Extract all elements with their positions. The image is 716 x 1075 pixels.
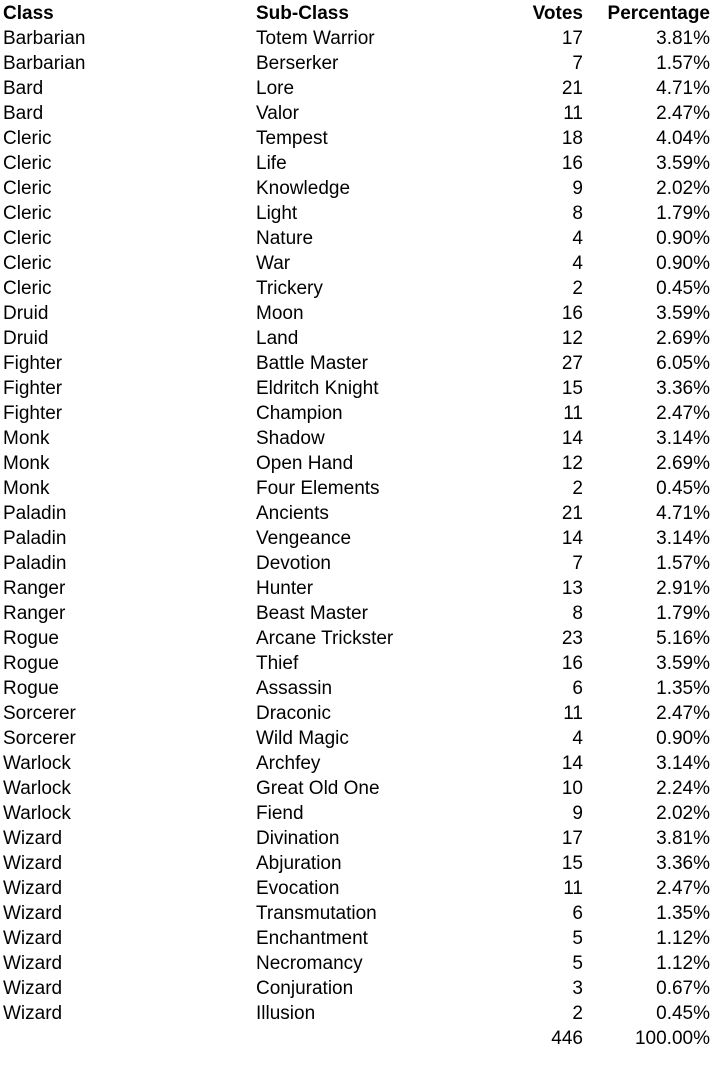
cell-class: Wizard <box>3 903 63 924</box>
cell-votes: 12 <box>561 328 583 349</box>
cell-class: Cleric <box>3 178 52 199</box>
cell-subclass: Open Hand <box>256 453 354 474</box>
table-header-row <box>0 1 716 26</box>
cell-percentage: 1.79% <box>656 603 710 624</box>
cell-subclass: Divination <box>256 828 340 849</box>
cell-votes: 14 <box>561 428 583 449</box>
cell-subclass: Tempest <box>256 128 328 149</box>
cell-subclass: Abjuration <box>256 853 342 874</box>
cell-votes: 13 <box>561 578 583 599</box>
cell-votes: 27 <box>561 353 583 374</box>
cell-percentage: 4.04% <box>656 128 710 149</box>
table-row <box>0 301 716 326</box>
cell-percentage: 3.14% <box>656 528 710 549</box>
cell-subclass: Great Old One <box>256 778 380 799</box>
cell-subclass: War <box>256 253 291 274</box>
cell-percentage: 4.71% <box>656 503 710 524</box>
cell-percentage: 2.47% <box>656 103 710 124</box>
table-row <box>0 876 716 901</box>
cell-class: Monk <box>3 453 50 474</box>
table-row <box>0 651 716 676</box>
cell-votes: 15 <box>561 853 583 874</box>
cell-subclass: Conjuration <box>256 978 354 999</box>
cell-class: Barbarian <box>3 28 86 49</box>
header-subclass: Sub-Class <box>256 3 349 24</box>
cell-class: Cleric <box>3 153 52 174</box>
table-row <box>0 726 716 751</box>
cell-class: Warlock <box>3 753 71 774</box>
cell-class: Wizard <box>3 1003 63 1024</box>
table-row <box>0 251 716 276</box>
cell-subclass: Totem Warrior <box>256 28 375 49</box>
cell-subclass: Light <box>256 203 298 224</box>
cell-class: Rogue <box>3 653 59 674</box>
cell-votes: 16 <box>561 153 583 174</box>
cell-percentage: 3.14% <box>656 753 710 774</box>
cell-percentage: 2.02% <box>656 803 710 824</box>
cell-percentage: 2.02% <box>656 178 710 199</box>
cell-votes: 11 <box>563 103 583 124</box>
cell-class: Warlock <box>3 803 71 824</box>
cell-votes: 14 <box>561 753 583 774</box>
cell-votes: 6 <box>572 903 583 924</box>
table-row <box>0 576 716 601</box>
cell-class: Druid <box>3 328 49 349</box>
table-row <box>0 501 716 526</box>
cell-class: Wizard <box>3 928 63 949</box>
table-row <box>0 926 716 951</box>
cell-percentage: 0.90% <box>656 228 710 249</box>
cell-class: Monk <box>3 428 50 449</box>
cell-subclass: Berserker <box>256 53 339 74</box>
cell-votes: 17 <box>561 828 583 849</box>
cell-class: Rogue <box>3 628 59 649</box>
cell-percentage: 1.35% <box>656 678 710 699</box>
cell-subclass: Knowledge <box>256 178 351 199</box>
table-row <box>0 551 716 576</box>
cell-votes: 16 <box>561 303 583 324</box>
cell-subclass: Assassin <box>256 678 333 699</box>
table-row <box>0 801 716 826</box>
cell-percentage: 4.71% <box>656 78 710 99</box>
cell-subclass: Fiend <box>256 803 304 824</box>
cell-votes: 21 <box>561 78 583 99</box>
cell-votes: 7 <box>572 53 583 74</box>
table-row <box>0 901 716 926</box>
cell-votes: 12 <box>561 453 583 474</box>
table-row <box>0 351 716 376</box>
cell-percentage: 2.91% <box>656 578 710 599</box>
cell-percentage: 3.36% <box>656 378 710 399</box>
cell-percentage: 2.24% <box>656 778 710 799</box>
cell-subclass: Four Elements <box>256 478 380 499</box>
cell-percentage: 2.47% <box>656 403 710 424</box>
cell-class: Barbarian <box>3 53 86 74</box>
cell-percentage: 1.79% <box>656 203 710 224</box>
cell-votes: 6 <box>572 678 583 699</box>
cell-class: Cleric <box>3 228 52 249</box>
cell-class: Cleric <box>3 253 52 274</box>
table-row <box>0 276 716 301</box>
cell-percentage: 0.45% <box>656 478 710 499</box>
cell-subclass: Ancients <box>256 503 329 524</box>
cell-subclass: Devotion <box>256 553 331 574</box>
table-row <box>0 676 716 701</box>
cell-subclass: Vengeance <box>256 528 352 549</box>
cell-class: Paladin <box>3 528 67 549</box>
table-row <box>0 851 716 876</box>
table-row <box>0 976 716 1001</box>
cell-class: Fighter <box>3 403 63 424</box>
cell-subclass: Trickery <box>256 278 323 299</box>
cell-subclass: Eldritch Knight <box>256 378 379 399</box>
cell-votes: 9 <box>572 803 583 824</box>
table-row <box>0 626 716 651</box>
cell-votes: 10 <box>561 778 583 799</box>
cell-votes: 2 <box>572 1003 583 1024</box>
table-row <box>0 201 716 226</box>
table-row <box>0 226 716 251</box>
cell-percentage: 3.59% <box>656 653 710 674</box>
cell-votes: 21 <box>561 503 583 524</box>
cell-votes: 5 <box>572 953 583 974</box>
table-row <box>0 526 716 551</box>
cell-percentage: 3.36% <box>656 853 710 874</box>
cell-subclass: Nature <box>256 228 314 249</box>
cell-votes: 2 <box>572 278 583 299</box>
cell-class: Sorcerer <box>3 703 76 724</box>
cell-class: Cleric <box>3 278 52 299</box>
cell-class: Fighter <box>3 378 63 399</box>
table-row <box>0 76 716 101</box>
cell-votes: 9 <box>572 178 583 199</box>
cell-subclass: Battle Master <box>256 353 368 374</box>
cell-class: Wizard <box>3 853 63 874</box>
cell-class: Bard <box>3 103 44 124</box>
table-row <box>0 176 716 201</box>
cell-votes: 8 <box>572 203 583 224</box>
cell-percentage: 2.69% <box>656 453 710 474</box>
cell-percentage: 2.69% <box>656 328 710 349</box>
cell-class: Paladin <box>3 503 67 524</box>
cell-subclass: Illusion <box>256 1003 316 1024</box>
table-row <box>0 426 716 451</box>
total-percentage: 100.00% <box>634 1028 710 1049</box>
table-row <box>0 151 716 176</box>
cell-subclass: Necromancy <box>256 953 363 974</box>
cell-votes: 4 <box>572 228 583 249</box>
table-row <box>0 951 716 976</box>
cell-class: Rogue <box>3 678 59 699</box>
cell-votes: 4 <box>572 253 583 274</box>
cell-percentage: 1.57% <box>656 53 710 74</box>
cell-percentage: 2.47% <box>656 878 710 899</box>
table-row <box>0 101 716 126</box>
table-row <box>0 26 716 51</box>
totals-row <box>0 1026 716 1051</box>
cell-percentage: 3.81% <box>656 28 710 49</box>
cell-class: Cleric <box>3 128 52 149</box>
cell-class: Wizard <box>3 978 63 999</box>
cell-subclass: Evocation <box>256 878 340 899</box>
cell-subclass: Thief <box>256 653 299 674</box>
cell-subclass: Lore <box>256 78 295 99</box>
cell-votes: 11 <box>563 703 583 724</box>
table-row <box>0 126 716 151</box>
cell-subclass: Beast Master <box>256 603 368 624</box>
table-row <box>0 776 716 801</box>
table-row <box>0 51 716 76</box>
cell-percentage: 1.12% <box>656 953 710 974</box>
table-row <box>0 751 716 776</box>
cell-votes: 3 <box>572 978 583 999</box>
table-row <box>0 476 716 501</box>
cell-percentage: 0.45% <box>656 278 710 299</box>
cell-subclass: Land <box>256 328 299 349</box>
cell-percentage: 1.57% <box>656 553 710 574</box>
cell-class: Ranger <box>3 603 66 624</box>
cell-class: Wizard <box>3 828 63 849</box>
header-votes: Votes <box>532 3 583 24</box>
cell-subclass: Transmutation <box>256 903 377 924</box>
cell-votes: 23 <box>561 628 583 649</box>
cell-subclass: Wild Magic <box>256 728 349 749</box>
header-class: Class <box>3 3 54 24</box>
header-percentage: Percentage <box>607 3 710 24</box>
cell-class: Sorcerer <box>3 728 76 749</box>
cell-subclass: Hunter <box>256 578 314 599</box>
cell-class: Bard <box>3 78 44 99</box>
cell-class: Wizard <box>3 953 63 974</box>
cell-subclass: Valor <box>256 103 299 124</box>
cell-percentage: 5.16% <box>656 628 710 649</box>
cell-class: Monk <box>3 478 50 499</box>
cell-votes: 8 <box>572 603 583 624</box>
cell-subclass: Draconic <box>256 703 331 724</box>
cell-percentage: 1.12% <box>656 928 710 949</box>
cell-percentage: 6.05% <box>656 353 710 374</box>
cell-class: Paladin <box>3 553 67 574</box>
table-row <box>0 401 716 426</box>
cell-votes: 2 <box>572 478 583 499</box>
cell-percentage: 0.90% <box>656 253 710 274</box>
cell-votes: 5 <box>572 928 583 949</box>
cell-percentage: 0.67% <box>656 978 710 999</box>
cell-percentage: 3.59% <box>656 303 710 324</box>
cell-subclass: Arcane Trickster <box>256 628 394 649</box>
cell-percentage: 2.47% <box>656 703 710 724</box>
cell-class: Fighter <box>3 353 63 374</box>
cell-class: Cleric <box>3 203 52 224</box>
table-row <box>0 601 716 626</box>
cell-subclass: Archfey <box>256 753 321 774</box>
cell-votes: 11 <box>563 403 583 424</box>
cell-percentage: 3.81% <box>656 828 710 849</box>
total-votes: 446 <box>551 1028 583 1049</box>
cell-votes: 7 <box>572 553 583 574</box>
table-row <box>0 1001 716 1026</box>
cell-votes: 17 <box>561 28 583 49</box>
cell-subclass: Enchantment <box>256 928 368 949</box>
cell-votes: 4 <box>572 728 583 749</box>
cell-subclass: Champion <box>256 403 343 424</box>
cell-subclass: Life <box>256 153 287 174</box>
cell-class: Wizard <box>3 878 63 899</box>
cell-votes: 18 <box>561 128 583 149</box>
cell-votes: 11 <box>563 878 583 899</box>
cell-percentage: 3.59% <box>656 153 710 174</box>
cell-class: Ranger <box>3 578 66 599</box>
cell-subclass: Shadow <box>256 428 325 449</box>
table-row <box>0 826 716 851</box>
cell-percentage: 0.90% <box>656 728 710 749</box>
cell-votes: 14 <box>561 528 583 549</box>
cell-percentage: 0.45% <box>656 1003 710 1024</box>
table-row <box>0 701 716 726</box>
cell-votes: 15 <box>561 378 583 399</box>
table-row <box>0 451 716 476</box>
cell-subclass: Moon <box>256 303 304 324</box>
cell-class: Warlock <box>3 778 71 799</box>
cell-percentage: 1.35% <box>656 903 710 924</box>
cell-percentage: 3.14% <box>656 428 710 449</box>
cell-class: Druid <box>3 303 49 324</box>
table-row <box>0 326 716 351</box>
table-row <box>0 376 716 401</box>
cell-votes: 16 <box>561 653 583 674</box>
